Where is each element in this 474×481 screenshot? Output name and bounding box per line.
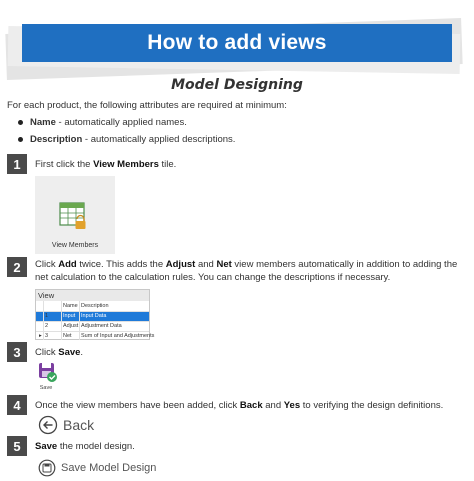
row-desc: Adjustment Data	[81, 323, 122, 329]
row-name: Adjust	[63, 323, 79, 329]
step-text-bold: Save	[35, 441, 58, 452]
back-label: Back	[63, 417, 95, 433]
row-index: 1	[45, 313, 49, 319]
table-row[interactable]	[36, 332, 155, 341]
step-text-part: Click	[35, 259, 59, 270]
step-text-bold: Save	[58, 347, 81, 358]
bullet-term: Description	[30, 134, 83, 145]
save-model-label: Save Model Design	[61, 462, 157, 474]
row-desc: Input Data	[81, 313, 107, 319]
back-arrow-icon	[38, 415, 58, 435]
step-2-text	[35, 258, 463, 284]
step-text-bold: Add	[58, 259, 77, 270]
step-1-text	[35, 158, 176, 171]
step-text-bold: Yes	[283, 400, 301, 411]
row-name: Input	[63, 313, 76, 319]
table-row[interactable]	[36, 322, 149, 331]
page-banner	[22, 24, 452, 62]
tile-label: View Members	[51, 242, 99, 249]
save-model-design-button[interactable]	[38, 459, 156, 477]
row-index: 3	[45, 333, 49, 339]
bullet-desc: - automatically applied names.	[55, 117, 187, 128]
step-text-part: twice. This adds the	[76, 259, 166, 270]
list-item	[16, 116, 235, 133]
step-text-part: view members automatically in addition to adding the net calculation to the calculation rules. You can change the descriptions if necessary.	[35, 259, 458, 283]
step-4-text	[35, 399, 443, 412]
step-text-bold: Adjust	[165, 259, 196, 270]
step-text-part: tile.	[158, 159, 177, 170]
step-text-part: .	[80, 347, 84, 358]
step-number-1: 1	[7, 154, 27, 174]
step-text-bold: Net	[216, 259, 232, 270]
view-members-tile[interactable]	[35, 176, 115, 254]
list-item	[16, 133, 235, 150]
step-number-3: 3	[7, 342, 27, 362]
row-index: 2	[45, 323, 49, 329]
column-header: Name	[63, 303, 78, 309]
step-text-bold: View Members	[93, 159, 159, 170]
save-model-icon	[38, 459, 56, 477]
grid-header-row	[36, 302, 149, 311]
attribute-list	[16, 116, 235, 150]
step-text-part: to verifying the design definitions.	[300, 400, 444, 411]
back-button[interactable]	[38, 415, 94, 435]
step-text-part: the model design.	[57, 441, 135, 452]
save-check-icon[interactable]	[38, 362, 58, 384]
step-text-part: Once the view members have been added, click	[35, 400, 240, 411]
row-name: Net	[63, 333, 72, 339]
bullet-term: Name	[30, 117, 56, 128]
step-number-2: 2	[7, 257, 27, 277]
step-5-text	[35, 440, 135, 453]
row-marker-icon: ▸	[39, 333, 42, 339]
step-text-part: and	[195, 259, 217, 270]
section-subtitle: Model Designing	[171, 77, 303, 93]
row-desc: Sum of Input and Adjustments	[81, 333, 155, 339]
page-title: How to add views	[147, 31, 327, 54]
save-label: Save	[39, 385, 53, 391]
intro-text: For each product, the following attributes are required at minimum:	[7, 100, 287, 111]
step-text-part: and	[262, 400, 284, 411]
grid-title: View	[36, 290, 149, 301]
table-row[interactable]	[36, 312, 149, 321]
step-text-part: Click	[35, 347, 59, 358]
step-text-bold: Back	[239, 400, 263, 411]
table-lock-icon	[59, 202, 89, 232]
view-grid	[35, 289, 155, 340]
step-text-part: First click the	[35, 159, 94, 170]
step-number-5: 5	[7, 436, 27, 456]
step-3-text	[35, 346, 83, 359]
bullet-desc: - automatically applied descriptions.	[82, 134, 236, 145]
column-header: Description	[81, 303, 109, 309]
step-number-4: 4	[7, 395, 27, 415]
